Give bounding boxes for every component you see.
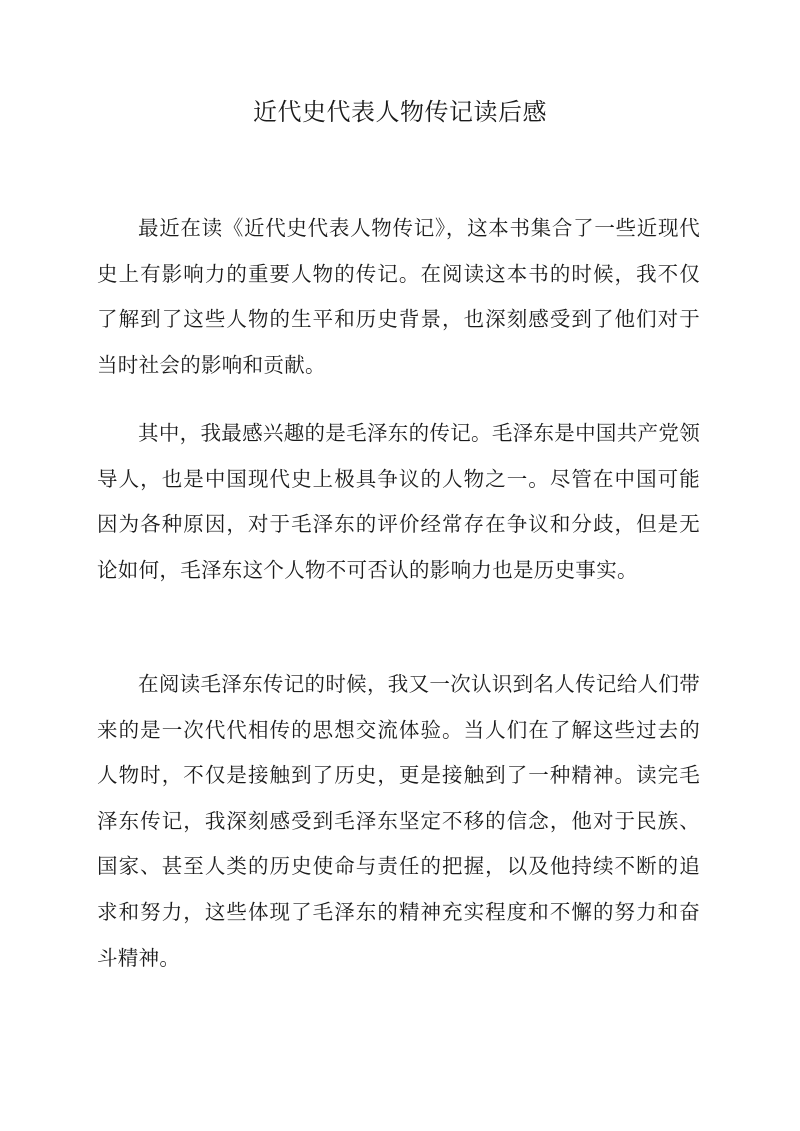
paragraph-mao-interest: 其中，我最感兴趣的是毛泽东的传记。毛泽东是中国共产党领导人，也是中国现代史上极具争议的人物之一。尽管在中国可能因为各种原因，对于毛泽东的评价经常存在争议和分歧，但是无论如何，毛泽东这个人物不可否认的影响力也是历史事实。 xyxy=(97,421,700,582)
paragraph-intro: 最近在读《近代史代表人物传记》，这本书集合了一些近现代史上有影响力的重要人物的传记。在阅读这本书的时候，我不仅了解到了这些人物的生平和历史背景，也深刻感受到了他们对于当时社会的影响和贡献。 xyxy=(97,216,700,377)
paragraph-reflection: 在阅读毛泽东传记的时候，我又一次认识到名人传记给人们带来的是一次代代相传的思想交流体验。当人们在了解这些过去的人物时，不仅是接触到了历史，更是接触到了一种精神。读完毛泽东传记，我深刻感受到毛泽东坚定不移的信念，他对于民族、国家、甚至人类的历史使命与责任的把握，以及他持续不断的追求和努力，这些体现了毛泽东的精神充实程度和不懈的努力和奋斗精神。 xyxy=(97,672,700,970)
document-title: 近代史代表人物传记读后感 xyxy=(253,98,547,126)
